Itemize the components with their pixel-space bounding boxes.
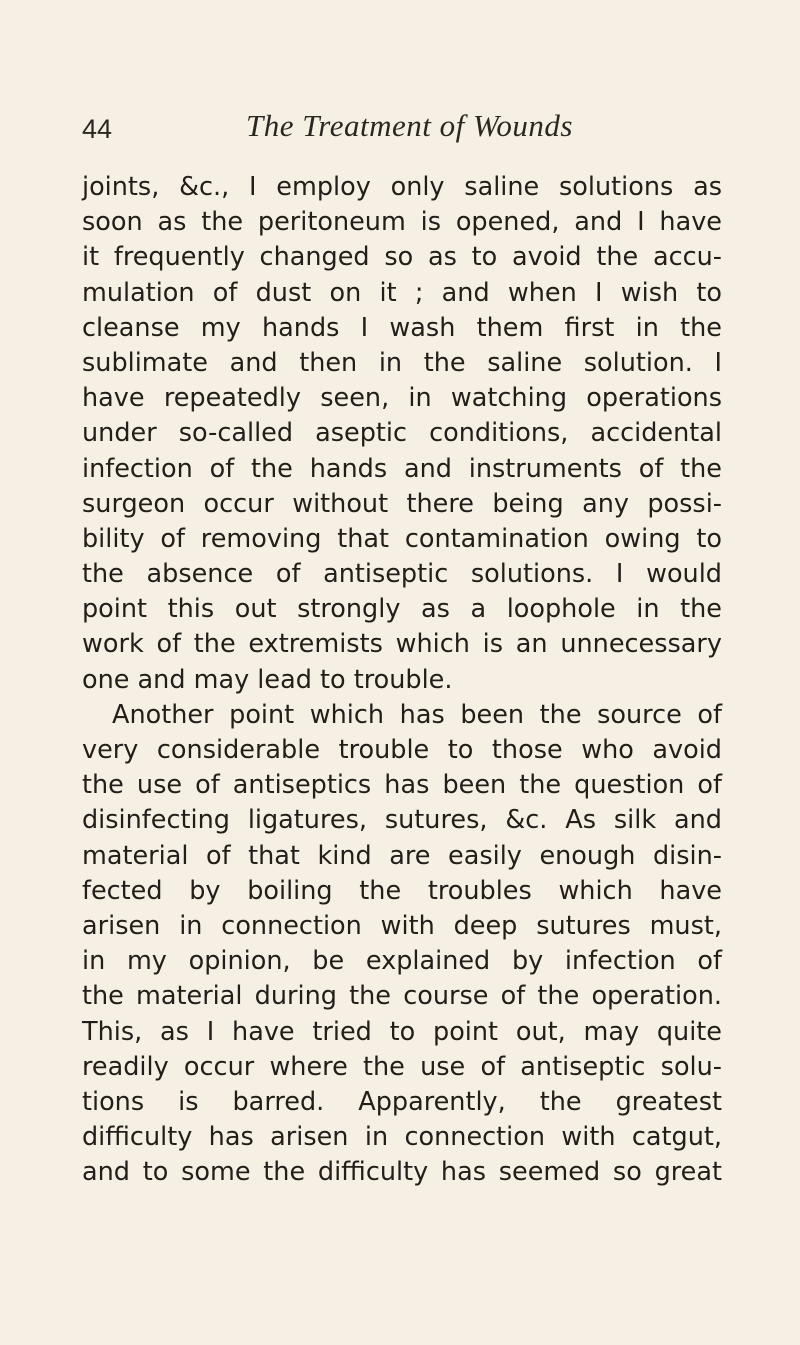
text-line: fected by boiling the troubles which have [82, 875, 722, 906]
text-line: have repeatedly seen, in watching operations [82, 383, 722, 414]
text-line: it frequently changed so as to avoid the accu- [82, 242, 722, 273]
running-title: The Treatment of Wounds [246, 108, 573, 143]
text-line: in my opinion, be explained by infection of [82, 946, 722, 977]
text-line: the absence of antiseptic solutions. I would [82, 559, 722, 590]
text-line: infection of the hands and instruments of the [82, 453, 722, 484]
text-line: bility of removing that contamination owing to [82, 523, 722, 554]
text-line: work of the extremists which is an unnecessary [82, 629, 722, 660]
text-line: material of that kind are easily enough disin- [82, 840, 722, 871]
running-head [82, 108, 722, 148]
text-line: mulation of dust on it ; and when I wish to [82, 277, 722, 308]
text-line: joints, &c., I employ only saline solutions as [82, 172, 722, 202]
text-line: cleanse my hands I wash them first in the [82, 312, 722, 343]
text-line: the material during the course of the operation. [82, 981, 722, 1012]
text-line: arisen in connection with deep sutures must, [82, 910, 722, 941]
body-text [82, 170, 722, 1190]
text-line: tions is barred. Apparently, the greatest [82, 1086, 722, 1117]
text-line: sublimate and then in the saline solution. I [82, 347, 722, 378]
text-line: soon as the peritoneum is opened, and I have [82, 207, 722, 238]
text-line: and to some the difficulty has seemed so great [82, 1157, 722, 1188]
text-line: readily occur where the use of antiseptic solu- [82, 1051, 722, 1082]
text-line: one and may lead to trouble. [82, 664, 453, 695]
text-line: surgeon occur without there being any possi- [82, 488, 722, 519]
page-number: 44 [82, 114, 113, 144]
text-line: This, as I have tried to point out, may quite [82, 1016, 722, 1047]
text-line: difficulty has arisen in connection with catgut, [82, 1122, 722, 1153]
text-line: point this out strongly as a loophole in the [82, 594, 722, 625]
text-line: very considerable trouble to those who avoid [82, 735, 722, 765]
text-line: under so-called aseptic conditions, accidental [82, 418, 722, 449]
text-line: disinfecting ligatures, sutures, &c. As silk and [82, 805, 722, 836]
paragraph-start-line: Another point which has been the source of [112, 699, 722, 730]
text-line: the use of antiseptics has been the question of [82, 770, 722, 801]
